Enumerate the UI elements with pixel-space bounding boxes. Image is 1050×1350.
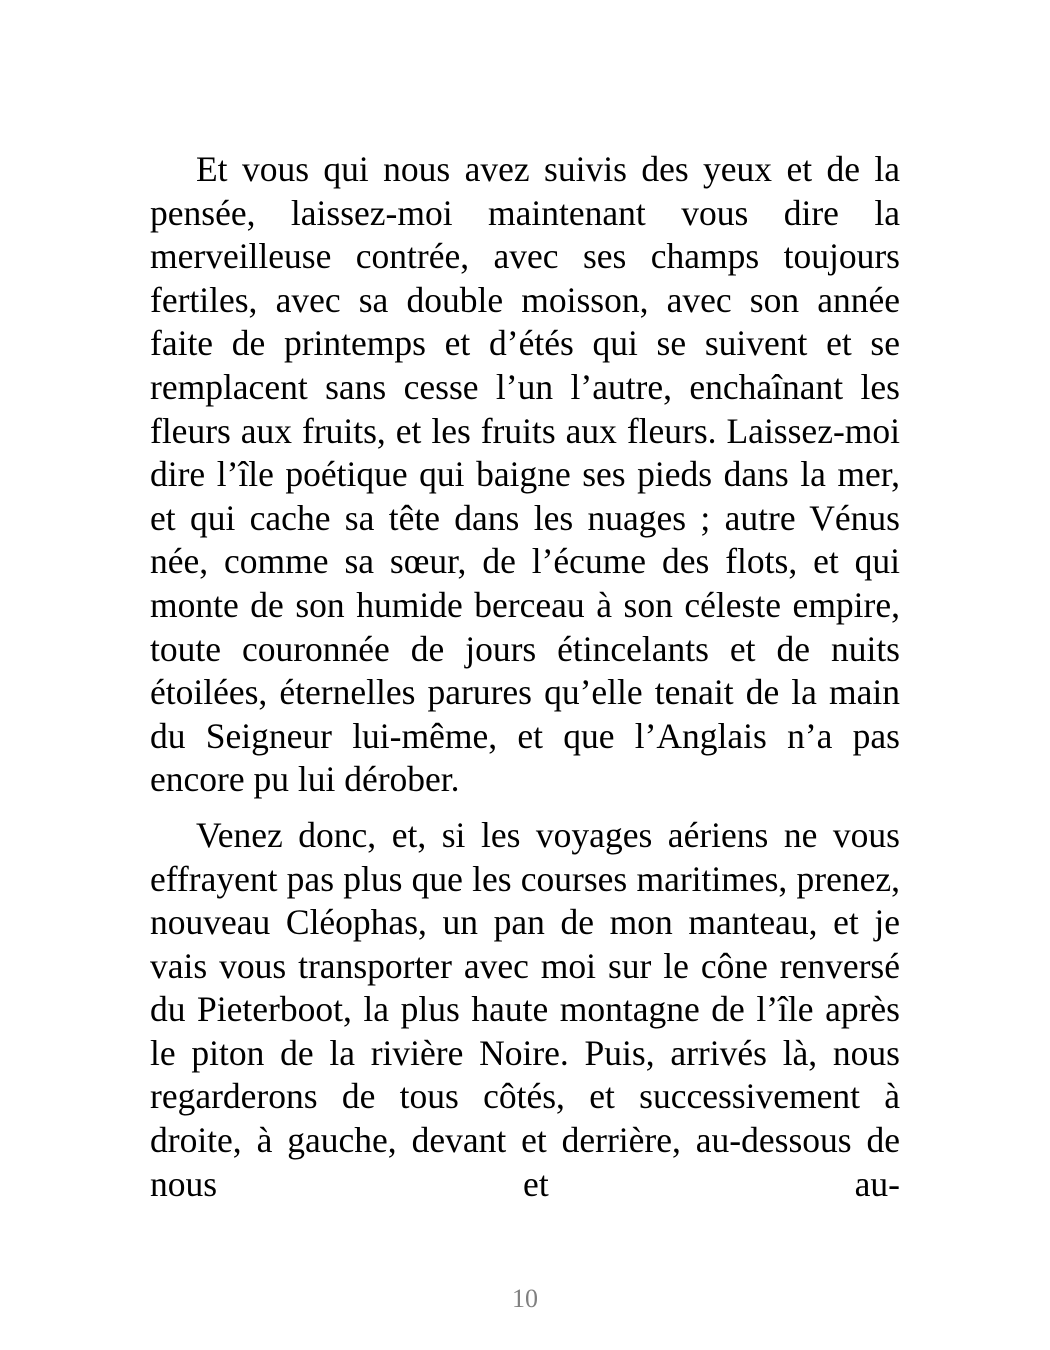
- body-text: [150, 148, 900, 1206]
- paragraph-1: Et vous qui nous avez suivis des yeux et de la pensée, laissez-moi maintenant vous dire la merveilleuse contrée, avec ses champs toujours fertiles, avec sa double moisson, avec son année faite de printemps et d’étés qui se suivent et se remplacent sans cesse l’un l’autre, enchaînant les fleurs aux fruits, et les fruits aux fleurs. Laissez-moi dire l’île poétique qui baigne ses pieds dans la mer, et qui cache sa tête dans les nuages ; autre Vénus née, comme sa sœur, de l’écume des flots, et qui monte de son humide berceau à son céleste empire, toute couronnée de jours étincelants et de nuits étoilées, éternelles parures qu’elle tenait de la main du Seigneur lui-même, et que l’Anglais n’a pas encore pu lui dérober.: [150, 149, 900, 800]
- page-number: 10: [512, 1284, 538, 1313]
- paragraph-2: Venez donc, et, si les voyages aériens ne vous effrayent pas plus que les courses maritimes, prenez, nouveau Cléophas, un pan de mon manteau, et je vais vous transporter avec moi sur le cône renversé du Pieterboot, la plus haute montagne de l’île après le piton de la rivière Noire. Puis, arrivés là, nous regarderons de tous côtés, et successivement à droite, à gauche, devant et derrière, au-dessous de nous et au-: [150, 814, 900, 1204]
